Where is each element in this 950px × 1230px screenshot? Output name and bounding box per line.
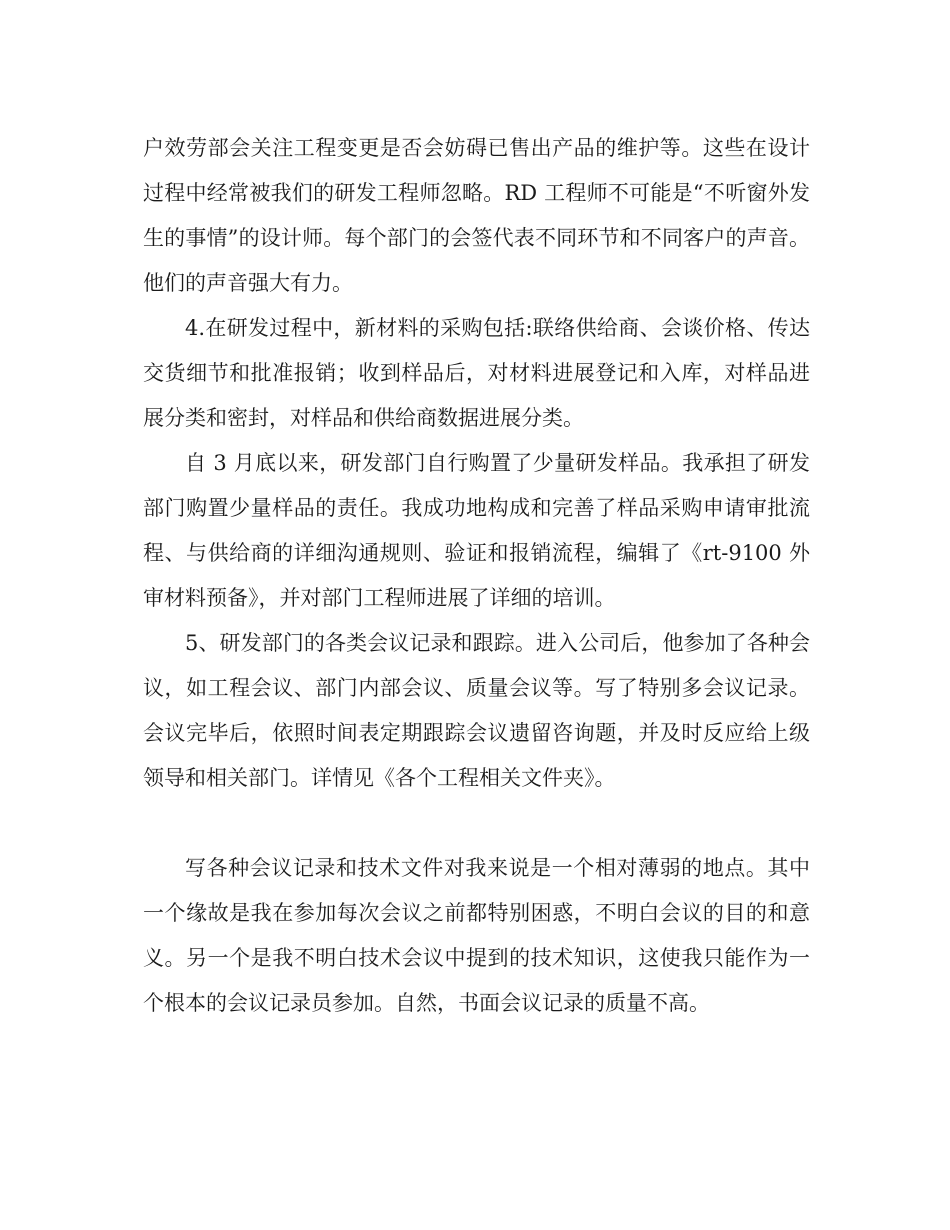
document-body [143,126,810,1026]
paragraph-gap [143,801,810,846]
paragraph-sample-purchase: 自 3 月底以来，研发部门自行购置了少量研发样品。我承担了研发部门购置少量样品的责任。我成功地构成和完善了样品采购申请审批流程、与供给商的详细沟通规则、验证和报销流程，编辑了《rt-9100 外审材料预备》，并对部门工程师进展了详细的培训。 [143,451,810,610]
paragraph-continuation: 户效劳部会关注工程变更是否会妨碍已售出产品的维护等。这些在设计过程中经常被我们的研发工程师忽略。RD 工程师不可能是“不听窗外发生的事情”的设计师。每个部门的会签代表不同环节和不同客户的声音。他们的声音强大有力。 [143,136,810,295]
paragraph-weakness: 写各种会议记录和技术文件对我来说是一个相对薄弱的地点。其中一个缘故是我在参加每次会议之前都特别困惑，不明白会议的目的和意义。另一个是我不明白技术会议中提到的技术知识，这使我只能作为一个根本的会议记录员参加。自然，书面会议记录的质量不高。 [143,856,810,1015]
paragraph-item-4: 4.在研发过程中，新材料的采购包括:联络供给商、会谈价格、传达交货细节和批准报销；收到样品后，对材料进展登记和入库，对样品进展分类和密封，对样品和供给商数据进展分类。 [143,316,810,430]
paragraph-item-5: 5、研发部门的各类会议记录和跟踪。进入公司后，他参加了各种会议，如工程会议、部门内部会议、质量会议等。写了特别多会议记录。会议完毕后，依照时间表定期跟踪会议遗留咨询题，并及时反应给上级领导和相关部门。详情见《各个工程相关文件夹》。 [143,631,810,790]
